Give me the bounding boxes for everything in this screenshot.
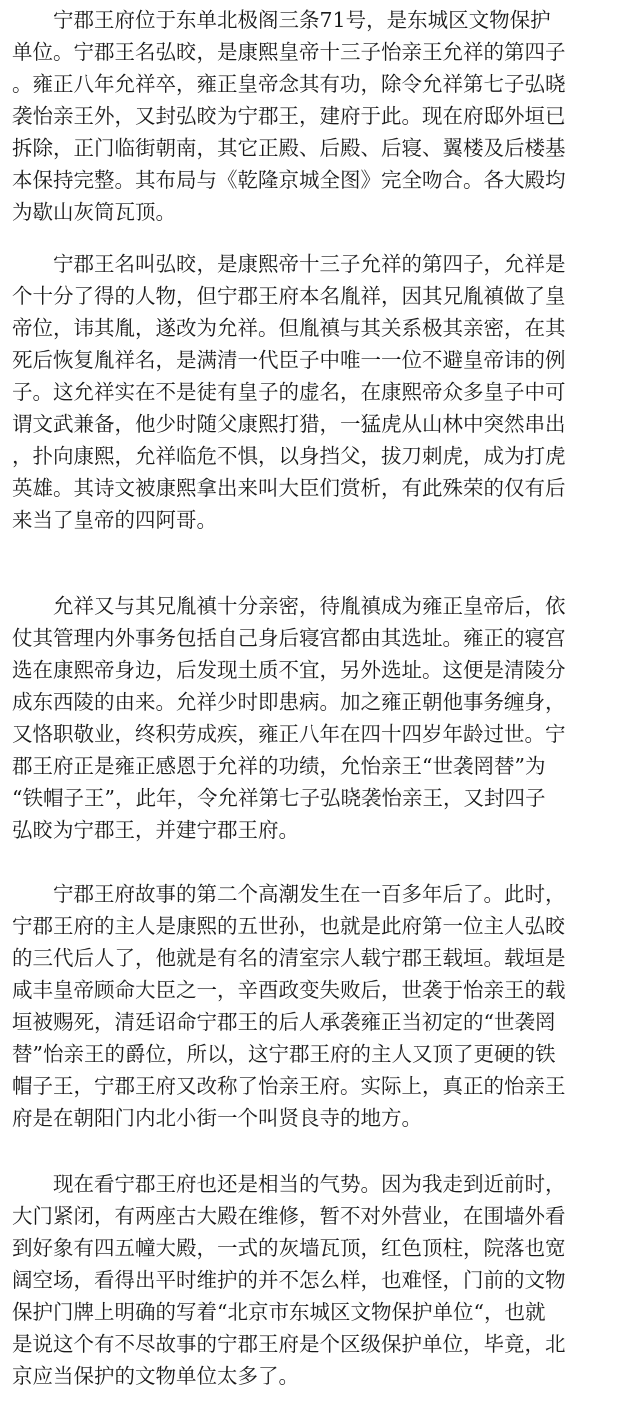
text-line: 现在看宁郡王府也还是相当的气势。因为我走到近前时， bbox=[12, 1172, 566, 1196]
text-line: 允祥又与其兄胤禛十分亲密，待胤禛成为雍正皇帝后，依 bbox=[12, 594, 566, 618]
text-line: ，扑向康熙，允祥临危不惧，以身挡父，拔刀刺虎，成为打虎 bbox=[12, 444, 566, 468]
text-line: 垣被赐死，清廷诏命宁郡王的后人承袭雍正当初定的“世袭罔 bbox=[12, 1010, 556, 1034]
text-line: 阔空场，看得出平时维护的并不怎么样，也难怪，门前的文物 bbox=[12, 1268, 566, 1292]
text-line: 仗其管理内外事务包括自己身后寝宫都由其选址。雍正的寝宫 bbox=[12, 626, 566, 650]
text-line: 本保持完整。其布局与《乾隆京城全图》完全吻合。各大殿均 bbox=[12, 168, 566, 192]
text-line: 为歇山灰筒瓦顶。 bbox=[12, 200, 176, 224]
text-line: 帽子王，宁郡王府又改称了怡亲王府。实际上，真正的怡亲王 bbox=[12, 1074, 566, 1098]
text-line: 宁郡王府的主人是康熙的五世孙，也就是此府第一位主人弘晈 bbox=[12, 914, 566, 938]
text-line: 京应当保护的文物单位太多了。 bbox=[12, 1364, 299, 1388]
text-line: 帝位，讳其胤，遂改为允祥。但胤禛与其关系极其亲密，在其 bbox=[12, 316, 566, 340]
text-line: 个十分了得的人物，但宁郡王府本名胤祥，因其兄胤禛做了皇 bbox=[12, 284, 566, 308]
text-line: 死后恢复胤祥名，是满清一代臣子中唯一一位不避皇帝讳的例 bbox=[12, 348, 566, 372]
text-line: 宁郡王府故事的第二个高潮发生在一百多年后了。此时， bbox=[12, 882, 566, 906]
text-line: 郡王府正是雍正感恩于允祥的功绩，允怡亲王“世袭罔替”为 bbox=[12, 754, 546, 778]
text-line: 子。这允祥实在不是徒有皇子的虚名，在康熙帝众多皇子中可 bbox=[12, 380, 566, 404]
text-line: 替”怡亲王的爵位，所以，这宁郡王府的主人又顶了更硬的铁 bbox=[12, 1042, 556, 1066]
text-line: “铁帽子王”，此年，令允祥第七子弘晓袭怡亲王，又封四子 bbox=[12, 786, 546, 810]
text-line: 成东西陵的由来。允祥少时即患病。加之雍正朝他事务缠身， bbox=[12, 690, 566, 714]
text-line: 英雄。其诗文被康熙拿出来叫大臣们赏析，有此殊荣的仅有后 bbox=[12, 476, 566, 500]
text-line: 。雍正八年允祥卒，雍正皇帝念其有功，除令允祥第七子弘晓 bbox=[12, 72, 566, 96]
text-line: 府是在朝阳门内北小街一个叫贤良寺的地方。 bbox=[12, 1106, 422, 1130]
text-line: 拆除，正门临街朝南，其它正殿、后殿、后寝、翼楼及后楼基 bbox=[12, 136, 566, 160]
text-line: 宁郡王名叫弘晈，是康熙帝十三子允祥的第四子，允祥是 bbox=[12, 252, 566, 276]
text-line: 保护门牌上明确的写着“北京市东城区文物保护单位“，也就 bbox=[12, 1300, 546, 1324]
text-line: 宁郡王府位于东单北极阁三条71号，是东城区文物保护 bbox=[12, 8, 551, 32]
text-line: 咸丰皇帝顾命大臣之一，辛酉政变失败后，世袭于怡亲王的载 bbox=[12, 978, 566, 1002]
text-line: 又恪职敬业，终积劳成疾，雍正八年在四十四岁年龄过世。宁 bbox=[12, 722, 566, 746]
text-line: 到好象有四五幢大殿，一式的灰墙瓦顶，红色顶柱，院落也宽 bbox=[12, 1236, 566, 1260]
text-line: 单位。宁郡王名弘晈，是康熙皇帝十三子怡亲王允祥的第四子 bbox=[12, 40, 566, 64]
text-line: 的三代后人了，他就是有名的清室宗人载宁郡王载垣。载垣是 bbox=[12, 946, 566, 970]
text-line: 谓文武兼备，他少时随父康熙打猎，一猛虎从山林中突然串出 bbox=[12, 412, 566, 436]
text-line: 来当了皇帝的四阿哥。 bbox=[12, 508, 217, 532]
text-line: 选在康熙帝身边，后发现土质不宜，另外选址。这便是清陵分 bbox=[12, 658, 566, 682]
text-line: 袭怡亲王外，又封弘晈为宁郡王，建府于此。现在府邸外垣已 bbox=[12, 104, 566, 128]
text-line: 是说这个有不尽故事的宁郡王府是个区级保护单位，毕竟，北 bbox=[12, 1332, 566, 1356]
text-line: 大门紧闭，有两座古大殿在维修，暂不对外营业，在围墙外看 bbox=[12, 1204, 566, 1228]
text-line: 弘晈为宁郡王，并建宁郡王府。 bbox=[12, 818, 299, 842]
